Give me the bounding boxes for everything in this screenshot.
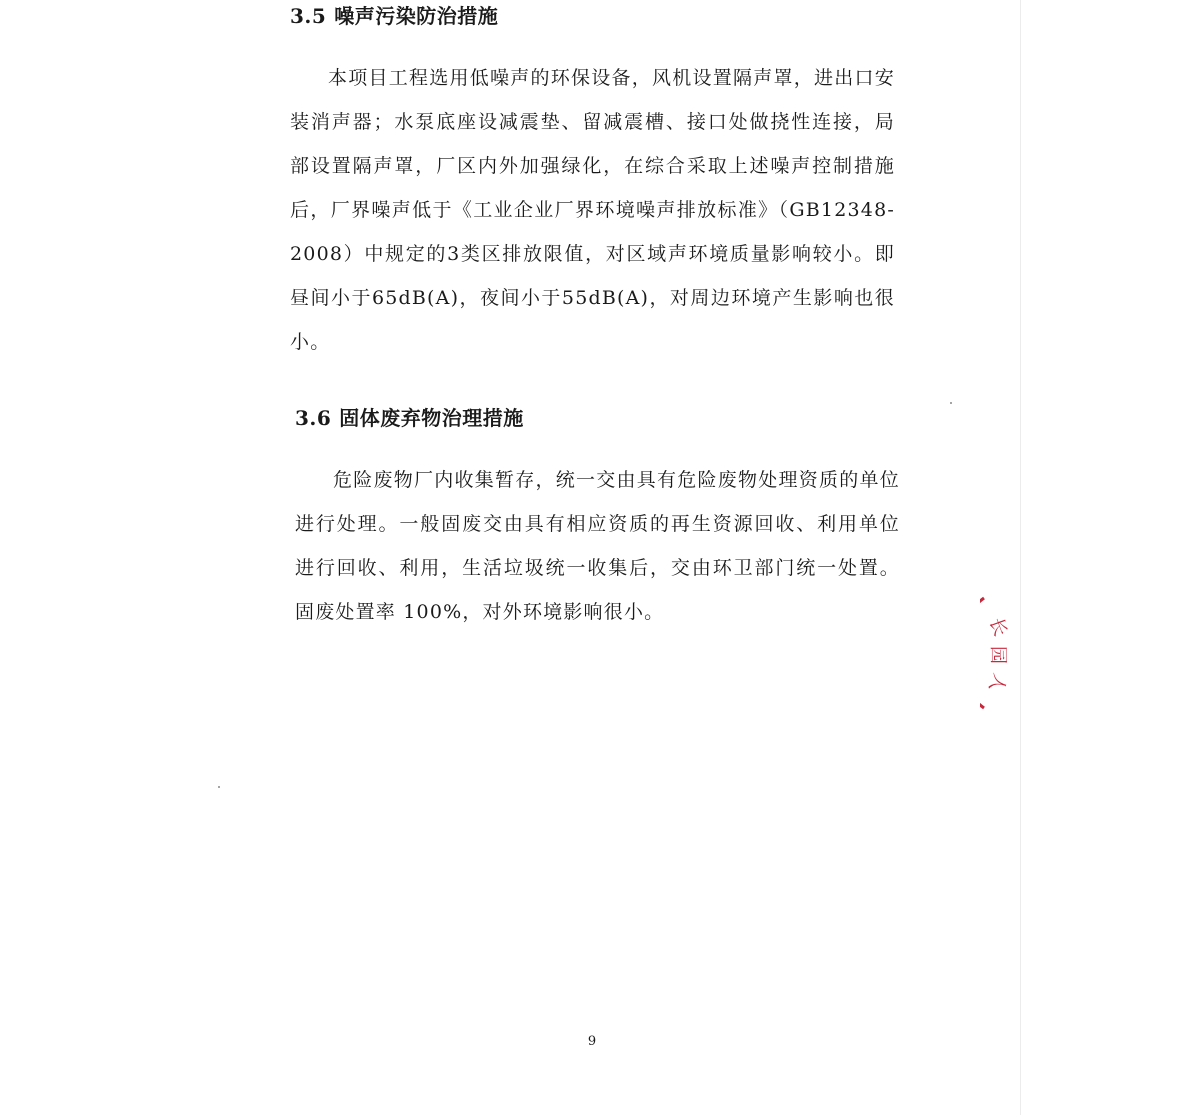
seal-char-2: 园	[987, 646, 1008, 664]
section-number: 3.6	[295, 406, 332, 430]
seal-char-3: 人	[984, 670, 1011, 695]
seal-graphic	[980, 580, 1040, 720]
page-edge	[1020, 0, 1021, 1115]
section-heading-3-5	[290, 0, 498, 29]
section-body-3-5: 本项目工程选用低噪声的环保设备，风机设置隔声罩，进出口安装消声器；水泵底座设减震垫、留减震槽、接口处做挠性连接，局部设置隔声罩，厂区内外加强绿化，在综合采取上述噪声控制措施后，厂界噪声低于《工业企业厂界环境噪声排放标准》（GB12348-2008）中规定的3类区排放限值，对区域声环境质量影响较小。即昼间小于65dB(A)，夜间小于55dB(A)，对周边环境产生影响也很小。	[290, 67, 895, 353]
section-title: 噪声污染防治措施	[334, 4, 499, 28]
section-heading-3-6	[295, 402, 524, 431]
page-number: 9	[587, 1034, 597, 1049]
section-body-3-6: 危险废物厂内收集暂存，统一交由具有危险废物处理资质的单位进行处理。一般固废交由具有相应资质的再生资源回收、利用单位进行回收、利用，生活垃圾统一收集后，交由环卫部门统一处置。固废处置率 100%，对外环境影响很小。	[295, 469, 900, 623]
seal-char-1: 长	[984, 615, 1011, 640]
section-title: 固体废弃物治理措施	[339, 406, 524, 430]
scan-speck	[218, 786, 220, 788]
company-seal-stamp	[980, 580, 1040, 720]
section-number: 3.5	[290, 4, 327, 28]
scan-speck	[950, 402, 952, 404]
